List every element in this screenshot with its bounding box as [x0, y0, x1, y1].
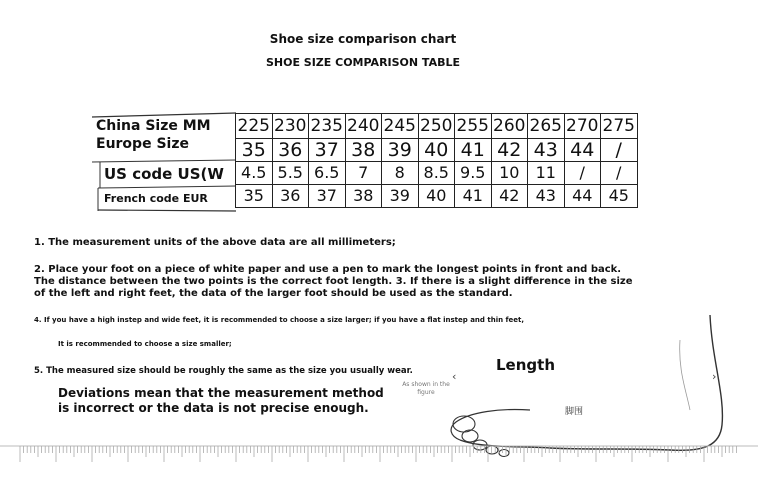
table-cell: 230: [272, 114, 309, 139]
length-label: Length: [496, 356, 555, 374]
table-cell: 265: [528, 114, 565, 139]
table-cell: 41: [455, 185, 492, 208]
table-cell: 39: [382, 185, 419, 208]
table-row-europe: [236, 139, 638, 162]
table-cell: /: [601, 162, 638, 185]
table-cell: 44: [564, 139, 601, 162]
arrow-right-icon: ›: [712, 370, 717, 383]
row-label-us: US code US(W: [104, 165, 224, 183]
table-cell: 250: [418, 114, 455, 139]
table-cell: 44: [564, 185, 601, 208]
table-cell: 40: [418, 139, 455, 162]
note-3: 4. If you have a high instep and wide feet, it is recommended to choose a size larger; if you have a flat instep and thin feet,: [34, 316, 525, 324]
table-cell: 38: [345, 139, 382, 162]
table-cell: 9.5: [455, 162, 492, 185]
chart-subtitle: SHOE SIZE COMPARISON TABLE: [265, 56, 461, 69]
note-1: 1. The measurement units of the above data are all millimeters;: [34, 237, 396, 248]
chart-title: Shoe size comparison chart: [269, 32, 457, 46]
note-2: 2. Place your foot on a piece of white paper and use a pen to mark the longest points in front and back. The distance between the two points is the correct foot length. 3. If there is a slight difference in the size of the left and right feet, the data of the larger foot should be used as the standard.: [34, 264, 633, 299]
ruler-icon: [0, 444, 758, 466]
table-cell: 6.5: [309, 162, 346, 185]
table-cell: 8.5: [418, 162, 455, 185]
table-cell: 35: [236, 185, 273, 208]
table-cell: 38: [345, 185, 382, 208]
arrow-left-icon: ‹: [452, 370, 457, 383]
table-cell: 260: [491, 114, 528, 139]
note-5: 5. The measured size should be roughly the same as the size you usually wear.: [34, 366, 413, 376]
table-row-french: [236, 185, 638, 208]
table-cell: 42: [491, 185, 528, 208]
table-cell: 245: [382, 114, 419, 139]
table-cell: 37: [309, 185, 346, 208]
table-cell: 36: [272, 185, 309, 208]
size-table: [235, 113, 638, 208]
table-cell: 225: [236, 114, 273, 139]
table-cell: 43: [528, 139, 565, 162]
as-shown-label: As shown in the figure: [402, 381, 450, 396]
table-cell: 11: [528, 162, 565, 185]
table-cell: 10: [491, 162, 528, 185]
table-row-china: [236, 114, 638, 139]
table-cell: 240: [345, 114, 382, 139]
table-cell: 4.5: [236, 162, 273, 185]
table-cell: 43: [528, 185, 565, 208]
table-cell: 42: [491, 139, 528, 162]
table-cell: 35: [236, 139, 273, 162]
table-cell: 5.5: [272, 162, 309, 185]
table-cell: /: [564, 162, 601, 185]
table-cell: 40: [418, 185, 455, 208]
table-cell: 270: [564, 114, 601, 139]
table-cell: 36: [272, 139, 309, 162]
foot-circumference-label: 脚围: [565, 407, 584, 417]
table-row-us: [236, 162, 638, 185]
row-label-europe: Europe Size: [96, 136, 189, 152]
table-cell: 45: [601, 185, 638, 208]
table-cell: 39: [382, 139, 419, 162]
table-cell: 235: [309, 114, 346, 139]
note-6: Deviations mean that the measurement method is incorrect or the data is not precise enough.: [58, 386, 384, 415]
row-label-china: China Size MM: [96, 118, 211, 134]
table-cell: 255: [455, 114, 492, 139]
foot-illustration-icon: [440, 300, 740, 460]
table-cell: 41: [455, 139, 492, 162]
table-cell: 275: [601, 114, 638, 139]
row-label-french: French code EUR: [104, 192, 208, 205]
table-cell: 7: [345, 162, 382, 185]
table-cell: 8: [382, 162, 419, 185]
table-cell: 37: [309, 139, 346, 162]
table-cell: /: [601, 139, 638, 162]
note-4: It is recommended to choose a size smaller;: [58, 340, 232, 348]
